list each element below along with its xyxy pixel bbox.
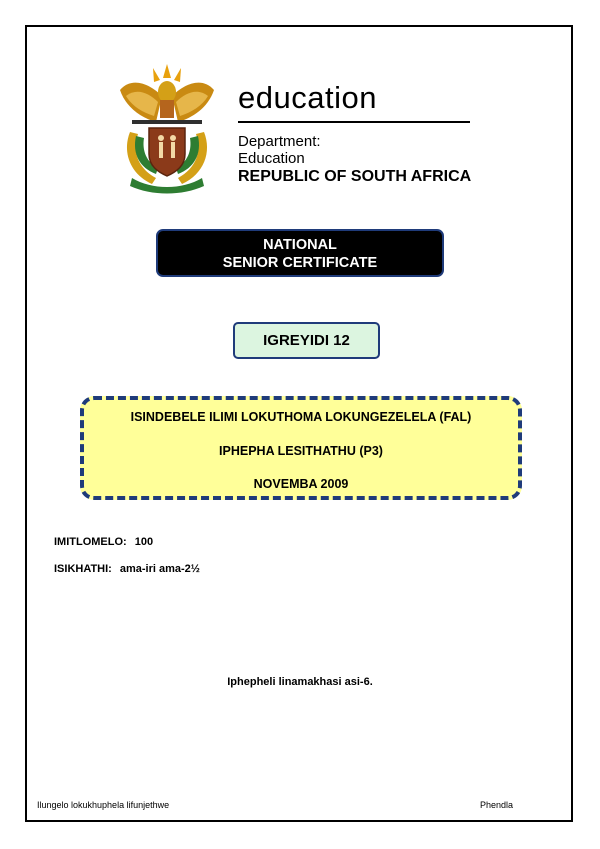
- turn-over-note: Phendla: [480, 800, 514, 810]
- certificate-title-line1: NATIONAL: [263, 237, 337, 253]
- country-name: REPUBLIC OF SOUTH AFRICA: [238, 168, 472, 185]
- paper-number: IPHEPHA LESITHATHU (P3): [219, 444, 383, 458]
- grade-box: IGREYIDI 12: [233, 322, 380, 359]
- department-label: Department:: [238, 133, 321, 150]
- page-count-note: Iphepheli linamakhasi asi-6.: [227, 676, 373, 688]
- subject-box: [80, 396, 522, 500]
- exam-date: NOVEMBA 2009: [253, 477, 349, 491]
- marks-label: IMITLOMELO:: [54, 536, 127, 548]
- department-name: Education: [238, 150, 305, 167]
- copyright-notice: Ilungelo lokukhuphela lifunjethwe: [37, 800, 170, 810]
- coat-of-arms-icon: [112, 62, 222, 194]
- marks-value: 100: [134, 536, 154, 548]
- certificate-title-box: [156, 229, 444, 277]
- marks-row: [54, 536, 153, 548]
- time-label: ISIKHATHI:: [54, 563, 112, 575]
- time-row: [54, 563, 200, 575]
- logo-divider: [238, 121, 470, 123]
- logo-wordmark: education: [238, 80, 377, 115]
- subject-name: ISINDEBELE ILIMI LOKUTHOMA LOKUNGEZELELA (FAL): [130, 410, 472, 424]
- certificate-title-line2: SENIOR CERTIFICATE: [222, 255, 378, 271]
- time-value: ama-iri ama-2½: [119, 563, 200, 575]
